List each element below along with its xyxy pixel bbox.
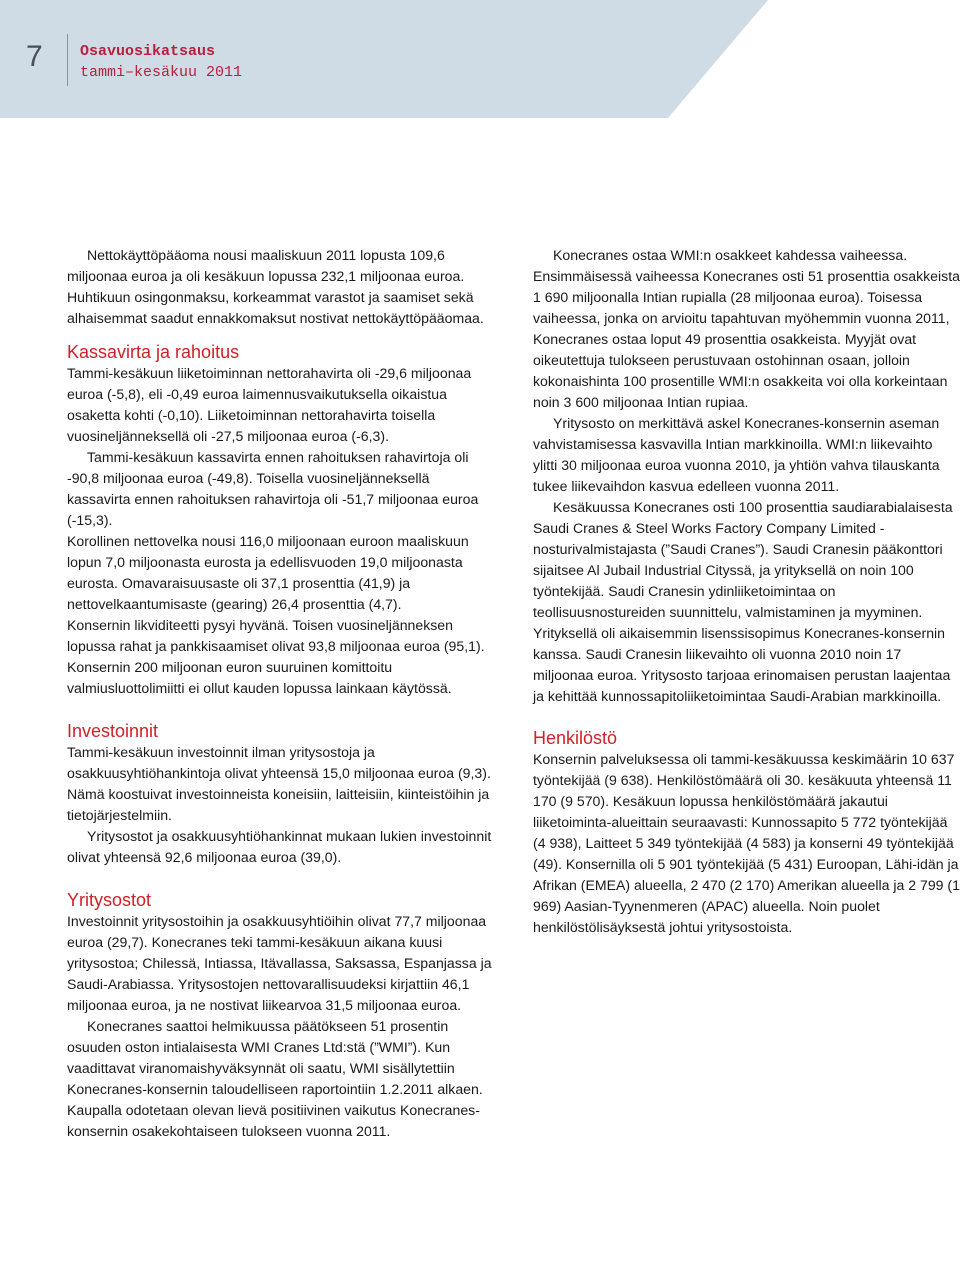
document-period: tammi–kesäkuu 2011 [80,64,243,81]
investments-paragraph-2: Yritysostot ja osakkuusyhtiöhankinnat mukaan lukien investoinnit olivat yhteensä 92,6 miljoonaa euroa (39,0). [67,828,492,865]
investments-heading: Investoinnit [67,721,159,741]
cashflow-paragraph-4: Konsernin likviditeetti pysyi hyvänä. Toisen vuosineljänneksen lopussa rahat ja pankkisaamiset olivat 93,8 miljoonaa euroa (95,1). Konsernin 200 miljoonan euron suuruinen komittoitu valmiusluottolimiitti ei ollut kauden lopussa lainkaan käytössä. [67,617,485,696]
acquisitions-heading: Yritysostot [67,890,152,910]
right-column [533,245,960,938]
cashflow-paragraph-2: Tammi-kesäkuun kassavirta ennen rahoituksen rahavirtoja oli -90,8 miljoonaa euroa (-49,8). Toisella vuosineljänneksellä kassavirta ennen rahoituksen rahavirtoja oli -51,7 miljoonaa euroa (-15,3). [67,449,479,528]
wmi-paragraph: Konecranes ostaa WMI:n osakkeet kahdessa vaiheessa. Ensimmäisessä vaiheessa Konecranes osti 51 prosenttia osakkeista 1 690 miljoonalla Intian rupialla (28 miljoonaa euroa). Toisessa vaiheessa, jonka on arvioitu tapahtuvan myöhemmin vuonna 2011, Konecranes ostaa loput 49 prosenttia osakkeista. Myyjät ovat oikeutettuja tulokseen perustuvaan ostohinnan osaan, jolloin kokonaishinta 100 prosentille WMI:n osakkeita voi olla korkeintaan noin 3 600 miljoonaa Intian rupiaa. [533,247,960,410]
cashflow-heading: Kassavirta ja rahoitus [67,342,240,362]
personnel-paragraph: Konsernin palveluksessa oli tammi-kesäkuussa keskimäärin 10 637 työntekijää (9 638). Henkilöstömäärä oli 30. kesäkuuta yhteensä 11 170 (9 570). Kesäkuun lopussa henkilöstömäärä jakautui liiketoiminta-alueittain seuraavasti: Kunnossapito 5 772 työntekijää (4 938), Laitteet 5 349 työntekijää (4 583) ja konserni 49 työntekijää (49). Konsernilla oli 5 901 työntekijää (5 431) Euroopan, Lähi-idän ja Afrikan (EMEA) alueella, 2 470 (2 170) Amerikan alueella ja 2 799 (1 969) Aasian-Tyynenmeren (APAC) alueella. Noin puolet henkilöstölisäyksestä johtui yritysostoista. [533,751,960,935]
cashflow-paragraph-1: Tammi-kesäkuun liiketoiminnan nettorahavirta oli -29,6 miljoonaa euroa (-5,8), eli -0,49 euroa laimennusvaikutuksella oikaistua osaketta kohti (-0,10). Liiketoiminnan nettorahavirta toisella vuosineljänneksellä oli -27,5 miljoonaa euroa (-6,3). [67,365,472,444]
page-number: 7 [26,40,43,73]
investments-paragraph-1: Tammi-kesäkuun investoinnit ilman yritysostoja ja osakkuusyhtiöhankintoja olivat yhteensä 15,0 miljoonaa euroa (9,3). Nämä koostuivat investoinneista koneisiin, laitteisiin, kiinteistöihin ja tietojärjestelmiin. [67,744,491,823]
acquisitions-paragraph-2: Konecranes saattoi helmikuussa päätökseen 51 prosentin osuuden oston intialaisesta WMI Cranes Ltd:stä (”WMI”). Kun vaadittavat viranomaishyväksynnät oli saatu, WMI sisällytettiin Konecranes-konsernin taloudelliseen raportointiin 1.2.2011 alkaen. Kaupalla odotetaan olevan lievä positiivinen vaikutus Konecranes-konsernin osakekohtaiseen tulokseen vuonna 2011. [67,1018,483,1139]
cashflow-paragraph-3: Korollinen nettovelka nousi 116,0 miljoonaan euroon maaliskuun lopun 7,0 miljoonasta eurosta ja edellisvuoden 19,0 miljoonasta eurosta. Omavaraisuusaste oli 37,1 prosenttia (41,9) ja nettovelkaantumisaste (gearing) 26,4 prosenttia (4,7). [67,533,469,612]
saudi-cranes-paragraph: Kesäkuussa Konecranes osti 100 prosenttia saudiarabialaisesta Saudi Cranes & Steel Works Factory Company Limited -nosturivalmistajasta (”Saudi Cranes”). Saudi Cranesin pääkonttori sijaitsee Al Jubail Industrial Cityssä, ja yrityksellä on noin 100 työntekijää. Saudi Cranesin ydinliiketoimintaa on teollisuusnostureiden suunnittelu, valmistaminen ja myyminen. Yrityksellä oli aikaisemmin lisenssisopimus Konecranes-konsernin kanssa. Saudi Cranesin liikevaihto oli vuonna 2010 noin 17 miljoonaa euroa. Yritysosto tarjoaa erinomaisen perustan laajentaa ja kehittää kunnossapitoliiketoimintaa Saudi-Arabian markkinoilla. [533,499,953,704]
document-title: Osavuosikatsaus [80,43,216,60]
acquisitions-paragraph-1: Investoinnit yritysostoihin ja osakkuusyhtiöihin olivat 77,7 miljoonaa euroa (29,7). Konecranes teki tammi-kesäkuun aikana kuusi yritysostoa; Chilessä, Intiassa, Itävallassa, Saksassa, Espanjassa ja Saudi-Arabiassa. Yritysostojen nettovarallisuudeksi kirjattiin 46,1 miljoonaa euroa, ja ne nostivat liikearvoa 31,5 miljoonaa euroa. [67,913,492,1013]
header-divider [67,34,68,86]
working-capital-paragraph: Nettokäyttöpääoma nousi maaliskuun 2011 lopusta 109,6 miljoonaa euroa ja oli kesäkuun lopussa 232,1 miljoonaa euroa. Huhtikuun osingonmaksu, korkeammat varastot ja saamiset sekä alhaisemmat saadut ennakkomaksut nostivat nettokäyttöpääomaa. [67,247,484,326]
personnel-heading: Henkilöstö [533,728,618,748]
india-paragraph: Yritysosto on merkittävä askel Konecranes-konsernin aseman vahvistamisessa kasvavilla Intian markkinoilla. WMI:n liikevaihto ylitti 30 miljoonaa euroa vuonna 2010, ja yhtiön vahva tilauskanta tukee liikevaihdon kasvua edelleen vuonna 2011. [533,415,940,494]
left-column [67,245,495,1142]
